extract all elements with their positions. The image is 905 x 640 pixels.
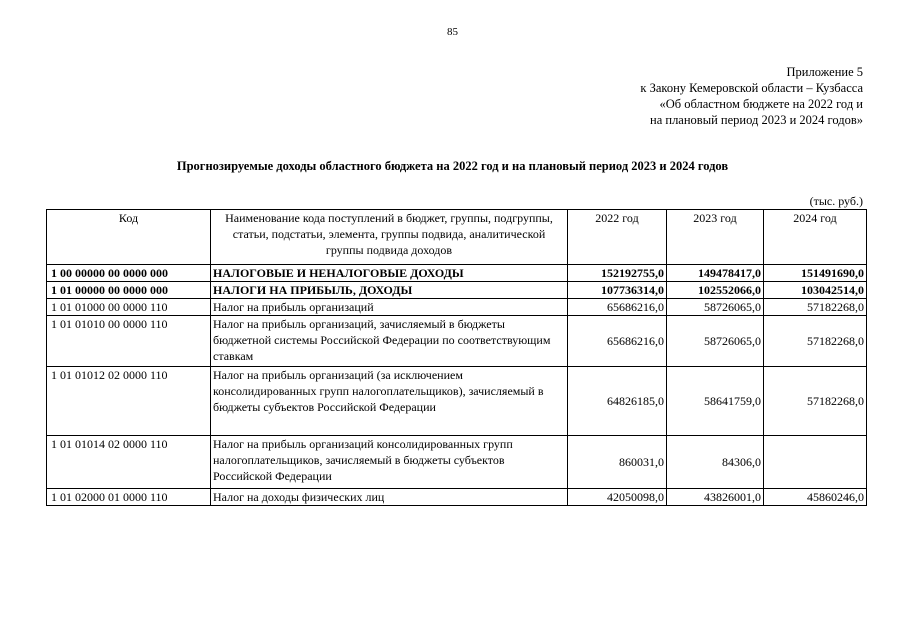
row-code: 1 01 01010 00 0000 110 (47, 316, 211, 367)
row-value-2022: 152192755,0 (568, 265, 667, 282)
revenue-table (46, 209, 867, 506)
row-value-2024: 103042514,0 (764, 282, 867, 299)
row-value-2024: 57182268,0 (764, 316, 867, 367)
page-number: 85 (447, 26, 458, 38)
appendix-line-2: к Закону Кемеровской области – Кузбасса (640, 81, 863, 95)
row-name: Налог на прибыль организаций, зачисляемый в бюджеты бюджетной системы Российской Федерации по соответствующим ставкам (211, 316, 568, 367)
row-value-2022: 65686216,0 (568, 299, 667, 316)
row-value-2022: 64826185,0 (568, 367, 667, 436)
header-2024: 2024 год (764, 210, 867, 265)
header-name: Наименование кода поступлений в бюджет, группы, подгруппы, статьи, подстатьи, элемента, группы подвида, аналитической группы подвида доходов (211, 210, 568, 265)
row-code: 1 01 00000 00 0000 000 (47, 282, 211, 299)
header-2023: 2023 год (667, 210, 764, 265)
table-row (47, 436, 867, 489)
row-value-2024: 57182268,0 (764, 367, 867, 436)
row-value-2022: 860031,0 (568, 436, 667, 489)
document-title: Прогнозируемые доходы областного бюджета на 2022 год и на плановый период 2023 и 2024 годов (176, 159, 729, 173)
row-code: 1 01 02000 01 0000 110 (47, 489, 211, 506)
table-row (47, 299, 867, 316)
row-code: 1 00 00000 00 0000 000 (47, 265, 211, 282)
row-value-2024 (764, 436, 867, 489)
row-name: НАЛОГИ НА ПРИБЫЛЬ, ДОХОДЫ (211, 282, 568, 299)
table-row (47, 265, 867, 282)
table-row (47, 489, 867, 506)
row-value-2023: 102552066,0 (667, 282, 764, 299)
row-code: 1 01 01014 02 0000 110 (47, 436, 211, 489)
row-value-2024: 151491690,0 (764, 265, 867, 282)
row-name: Налог на прибыль организаций (211, 299, 568, 316)
row-code: 1 01 01000 00 0000 110 (47, 299, 211, 316)
table-row (47, 367, 867, 436)
row-name: НАЛОГОВЫЕ И НЕНАЛОГОВЫЕ ДОХОДЫ (211, 265, 568, 282)
row-value-2023: 58726065,0 (667, 299, 764, 316)
row-value-2022: 107736314,0 (568, 282, 667, 299)
row-code: 1 01 01012 02 0000 110 (47, 367, 211, 436)
units-label: (тыс. руб.) (809, 194, 863, 208)
row-value-2023: 58726065,0 (667, 316, 764, 367)
row-value-2023: 43826001,0 (667, 489, 764, 506)
table-header-row (47, 210, 867, 265)
row-name: Налог на прибыль организаций консолидированных групп налогоплательщиков, зачисляемый в бюджеты субъектов Российской Федерации (211, 436, 568, 489)
header-code: Код (47, 210, 211, 265)
appendix-line-3: «Об областном бюджете на 2022 год и (659, 97, 863, 111)
table-row (47, 316, 867, 367)
row-value-2022: 42050098,0 (568, 489, 667, 506)
row-value-2023: 149478417,0 (667, 265, 764, 282)
appendix-reference (640, 64, 863, 128)
row-value-2024: 45860246,0 (764, 489, 867, 506)
row-value-2023: 58641759,0 (667, 367, 764, 436)
header-2022: 2022 год (568, 210, 667, 265)
appendix-line-1: Приложение 5 (786, 65, 863, 79)
table-row (47, 282, 867, 299)
appendix-line-4: на плановый период 2023 и 2024 годов» (650, 113, 863, 127)
row-name: Налог на прибыль организаций (за исключением консолидированных групп налогоплательщиков), зачисляемый в бюджеты субъектов Российской Федерации (211, 367, 568, 436)
row-name: Налог на доходы физических лиц (211, 489, 568, 506)
row-value-2022: 65686216,0 (568, 316, 667, 367)
row-value-2023: 84306,0 (667, 436, 764, 489)
row-value-2024: 57182268,0 (764, 299, 867, 316)
